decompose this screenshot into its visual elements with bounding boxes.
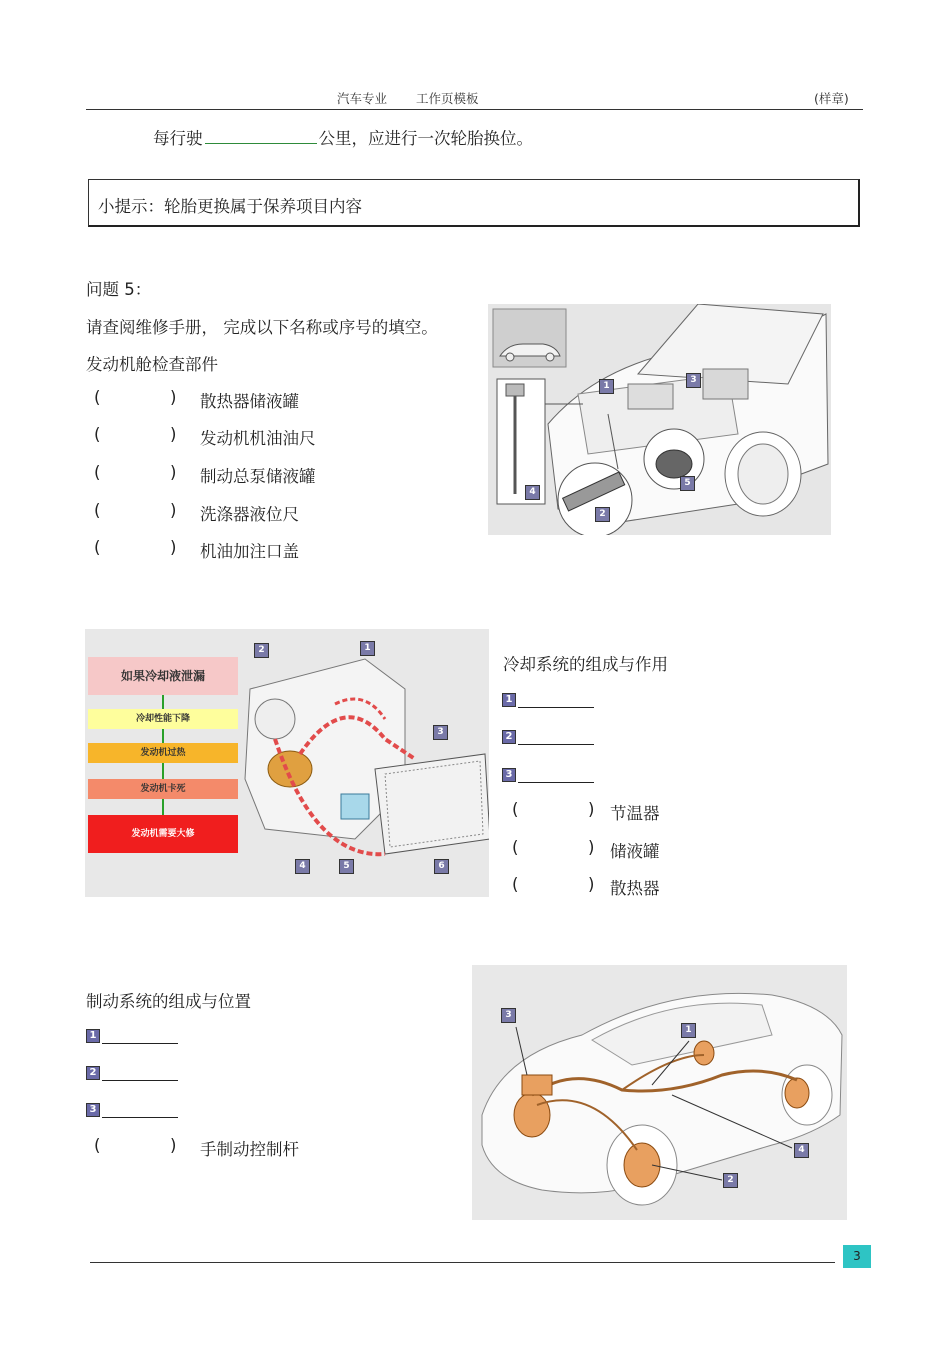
tip-text: 小提示：轮胎更换属于保养项目内容 <box>98 197 362 216</box>
flow-step-2: 发动机过热 <box>88 743 238 763</box>
brake-number-2: 2 <box>86 1066 100 1080</box>
brake-label-3: 3 <box>501 1008 516 1023</box>
cooling-item-label: 散热器 <box>610 879 660 898</box>
engine-label-1: 1 <box>599 379 614 394</box>
cooling-number-3: 3 <box>502 768 516 782</box>
cooling-label-4: 4 <box>295 859 310 874</box>
cooling-number-2: 2 <box>502 730 516 744</box>
header-course: 汽车专业 <box>337 91 388 106</box>
tire-after-text: 公里，应进行一次轮胎换位。 <box>318 129 533 148</box>
cooling-label-2: 2 <box>254 643 269 658</box>
engine-label-3: 3 <box>686 373 701 388</box>
engine-label-2: 2 <box>595 507 610 522</box>
flow-step-1: 冷却性能下降 <box>88 709 238 729</box>
brake-number-3: 3 <box>86 1103 100 1117</box>
tip-box <box>88 179 860 227</box>
brake-system-illustration <box>472 965 847 1220</box>
cooling-number-row <box>502 764 594 783</box>
page-number: 3 <box>843 1245 871 1268</box>
cooling-number-row <box>502 689 594 708</box>
tire-rotation-line <box>153 125 533 149</box>
brake-number-row <box>86 1099 178 1118</box>
brake-title: 制动系统的组成与位置 <box>86 992 251 1011</box>
brake-number-row <box>86 1025 178 1044</box>
cooling-label-1: 1 <box>360 641 375 656</box>
tire-before-text: 每行驶 <box>153 129 203 148</box>
brake-number-1: 1 <box>86 1029 100 1043</box>
footer-divider <box>90 1262 835 1263</box>
brake-blank-1[interactable] <box>102 1029 178 1044</box>
brake-label-2: 2 <box>723 1173 738 1188</box>
brake-label-4: 4 <box>794 1143 809 1158</box>
brake-label-1: 1 <box>681 1023 696 1038</box>
brake-blank-3[interactable] <box>102 1103 178 1118</box>
engine-bay-section-title: 发动机舱检查部件 <box>86 355 218 374</box>
engine-item-label: 散热器储液罐 <box>200 392 299 411</box>
cooling-blank-2[interactable] <box>518 730 594 745</box>
tire-mileage-blank[interactable] <box>205 127 317 144</box>
question-5-title: 问题 5： <box>86 280 152 299</box>
engine-item-label: 洗涤器液位尺 <box>200 505 299 524</box>
cooling-number-1: 1 <box>502 693 516 707</box>
cooling-blank-3[interactable] <box>518 768 594 783</box>
question-5-instruction: 请查阅维修手册， 完成以下名称或序号的填空。 <box>86 318 438 337</box>
flow-step-3: 发动机卡死 <box>88 779 238 799</box>
header-template: 工作页模板 <box>416 91 479 106</box>
cooling-item-label: 储液罐 <box>610 842 660 861</box>
brake-number-row <box>86 1062 178 1081</box>
engine-label-5: 5 <box>680 476 695 491</box>
cooling-blank-1[interactable] <box>518 693 594 708</box>
cooling-label-3: 3 <box>433 725 448 740</box>
flow-step-4: 发动机需要大修 <box>88 815 238 853</box>
header-divider <box>86 109 863 110</box>
engine-item-label: 机油加注口盖 <box>200 542 299 561</box>
engine-label-4: 4 <box>525 485 540 500</box>
engine-item-label: 发动机机油油尺 <box>200 429 316 448</box>
cooling-number-row <box>502 726 594 745</box>
cooling-label-6: 6 <box>434 859 449 874</box>
brake-system-figure <box>472 965 847 1220</box>
header-sample: (样章) <box>814 91 849 106</box>
cooling-system-illustration <box>85 629 489 897</box>
brake-blank-2[interactable] <box>102 1066 178 1081</box>
cooling-label-5: 5 <box>339 859 354 874</box>
flow-title: 如果冷却液泄漏 <box>88 657 238 695</box>
cooling-title: 冷却系统的组成与作用 <box>503 655 668 674</box>
engine-item-label: 制动总泵储液罐 <box>200 467 316 486</box>
engine-bay-figure <box>488 304 831 535</box>
cooling-system-figure <box>85 629 489 897</box>
brake-item-label: 手制动控制杆 <box>200 1140 299 1159</box>
engine-bay-illustration <box>488 304 831 535</box>
cooling-item-label: 节温器 <box>610 804 660 823</box>
